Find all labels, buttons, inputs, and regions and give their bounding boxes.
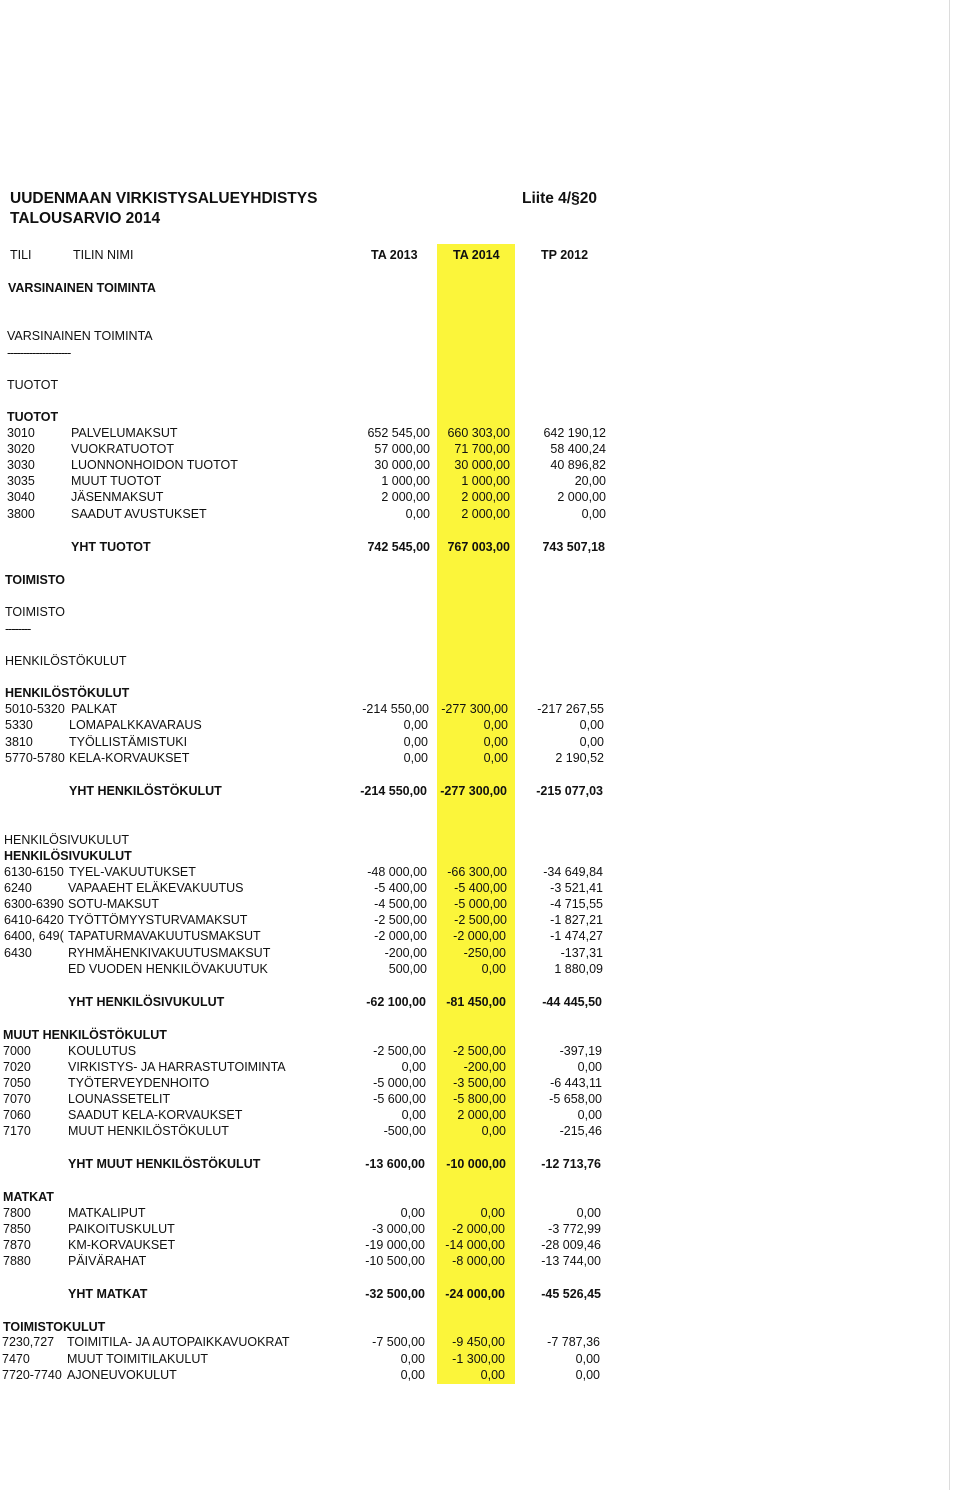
ta2013-cell: -4 500,00	[374, 897, 427, 911]
account-cell: 6300-6390	[4, 897, 64, 911]
account-cell: 7470	[2, 1352, 30, 1366]
tp2012-cell: -6 443,11	[550, 1076, 602, 1090]
ta2014-cell: -200,00	[463, 1060, 506, 1074]
account-cell: 6410-6420	[4, 913, 64, 927]
account-cell: 3810	[5, 735, 33, 749]
account-cell: 6240	[4, 881, 32, 895]
tp2012-cell: 0,00	[577, 1108, 602, 1122]
ta2014-cell: -8 000,00	[452, 1254, 505, 1268]
name-cell: KELA-KORVAUKSET	[69, 751, 190, 765]
ta2013-cell: 652 545,00	[367, 426, 430, 440]
col-account: TILI	[10, 248, 32, 262]
name-cell: LOMAPALKKAVARAUS	[69, 718, 202, 732]
ta2014-cell: 0,00	[480, 1368, 505, 1382]
ta2014-cell: 0,00	[483, 735, 508, 749]
ta2013-cell: 0,00	[403, 751, 428, 765]
tp2012-cell: 58 400,24	[550, 442, 606, 456]
tp2012-cell: 40 896,82	[550, 458, 606, 472]
ta2014-cell: -250,00	[463, 946, 506, 960]
col-tp2012: TP 2012	[541, 248, 589, 262]
account-cell: 6430	[4, 946, 32, 960]
ta2014-cell: -81 450,00	[446, 995, 506, 1009]
account-cell: 5770-5780	[5, 751, 65, 765]
ta2014-cell: -2 500,00	[454, 913, 507, 927]
tp2012-cell: 0,00	[579, 718, 604, 732]
name-cell: ED VUODEN HENKILÖVAKUUTUK	[68, 962, 268, 976]
heading: HENKILÖSIVUKULUT	[4, 849, 132, 863]
account-cell: 5330	[5, 718, 33, 732]
name-cell: PAIKOITUSKULUT	[68, 1222, 175, 1236]
account-cell: 7060	[3, 1108, 31, 1122]
name-cell: AJONEUVOKULUT	[67, 1368, 177, 1382]
ta2014-cell: -14 000,00	[445, 1238, 505, 1252]
tp2012-cell: -13 744,00	[541, 1254, 601, 1268]
name-cell: TYÖTTÖMYYSTURVAMAKSUT	[68, 913, 248, 927]
ta2013-cell: 57 000,00	[374, 442, 430, 456]
ta2013-cell: -10 500,00	[365, 1254, 425, 1268]
ta2014-cell: -10 000,00	[446, 1157, 506, 1171]
tp2012-cell: 0,00	[579, 735, 604, 749]
name-cell: TOIMITILA- JA AUTOPAIKKAVUOKRAT	[67, 1335, 290, 1349]
ta2013-cell: -5 600,00	[373, 1092, 426, 1106]
ta2013-cell: 0,00	[400, 1352, 425, 1366]
ta2013-cell: 1 000,00	[381, 474, 430, 488]
tp2012-cell: 20,00	[574, 474, 606, 488]
ta2014-cell: 0,00	[481, 1124, 506, 1138]
ta2014-cell: 2 000,00	[461, 507, 510, 521]
name-cell: MATKALIPUT	[68, 1206, 146, 1220]
tp2012-cell: -5 658,00	[549, 1092, 602, 1106]
account-cell: 3030	[7, 458, 35, 472]
ta2014-cell: -5 000,00	[454, 897, 507, 911]
ta2013-cell: -214 550,00	[360, 784, 427, 798]
tp2012-cell: -3 772,99	[548, 1222, 601, 1236]
account-cell: 6400, 649(	[4, 929, 64, 943]
tp2012-cell: 2 190,52	[555, 751, 604, 765]
ta2014-cell: -277 300,00	[440, 784, 507, 798]
ta2014-cell: 1 000,00	[461, 474, 510, 488]
tp2012-cell: 2 000,00	[557, 490, 606, 504]
heading-rule: --------------------	[7, 346, 71, 360]
heading: MATKAT	[3, 1190, 54, 1204]
heading: TUOTOT	[7, 378, 59, 392]
tp2012-cell: 0,00	[575, 1368, 600, 1382]
account-cell: 7720-7740	[2, 1368, 62, 1382]
col-name: TILIN NIMI	[73, 248, 134, 262]
heading-rule: --------	[5, 622, 31, 636]
heading: TUOTOT	[7, 410, 59, 424]
ta2014-cell: 0,00	[483, 751, 508, 765]
name-cell: TAPATURMAVAKUUTUSMAKSUT	[68, 929, 261, 943]
account-cell: 6130-6150	[4, 865, 64, 879]
heading: TOIMISTOKULUT	[3, 1320, 106, 1334]
tp2012-cell: -215,46	[559, 1124, 602, 1138]
name-cell: JÄSENMAKSUT	[71, 490, 164, 504]
ta2014-cell: -5 400,00	[454, 881, 507, 895]
ta2013-cell: -2 500,00	[373, 1044, 426, 1058]
name-cell: VAPAAEHT ELÄKEVAKUUTUS	[68, 881, 244, 895]
name-cell: VIRKISTYS- JA HARRASTUTOIMINTA	[68, 1060, 286, 1074]
tp2012-cell: -215 077,03	[536, 784, 603, 798]
document-title: TALOUSARVIO 2014	[10, 210, 161, 227]
account-cell: 7050	[3, 1076, 31, 1090]
name-cell: VUOKRATUOTOT	[71, 442, 175, 456]
name-cell: TYEL-VAKUUTUKSET	[69, 865, 196, 879]
tp2012-cell: 0,00	[577, 1060, 602, 1074]
tp2012-cell: -137,31	[560, 946, 603, 960]
name-cell: YHT HENKILÖSIVUKULUT	[68, 995, 225, 1009]
name-cell: PALVELUMAKSUT	[71, 426, 178, 440]
account-cell: 7020	[3, 1060, 31, 1074]
account-cell: 7850	[3, 1222, 31, 1236]
ta2013-cell: -48 000,00	[367, 865, 427, 879]
ta2013-cell: 0,00	[405, 507, 430, 521]
ta2013-cell: -214 550,00	[362, 702, 429, 716]
ta2013-cell: -5 400,00	[374, 881, 427, 895]
ta2013-cell: -5 000,00	[373, 1076, 426, 1090]
tp2012-cell: 743 507,18	[542, 540, 605, 554]
col-ta2014: TA 2014	[453, 248, 500, 262]
account-cell: 7800	[3, 1206, 31, 1220]
tp2012-cell: -4 715,55	[550, 897, 603, 911]
org-name: UUDENMAAN VIRKISTYSALUEYHDISTYS	[10, 190, 318, 207]
account-cell: 7070	[3, 1092, 31, 1106]
name-cell: YHT HENKILÖSTÖKULUT	[69, 784, 222, 798]
account-cell: 3010	[7, 426, 35, 440]
account-cell: 7170	[3, 1124, 31, 1138]
ta2014-cell: 0,00	[480, 1206, 505, 1220]
tp2012-cell: -3 521,41	[550, 881, 603, 895]
ta2013-cell: 0,00	[400, 1368, 425, 1382]
tp2012-cell: -45 526,45	[541, 1287, 601, 1301]
ta2013-cell: 0,00	[400, 1206, 425, 1220]
heading: TOIMISTO	[5, 605, 65, 619]
ta2013-cell: -500,00	[383, 1124, 426, 1138]
ta2013-cell: -32 500,00	[365, 1287, 425, 1301]
account-cell: 3040	[7, 490, 35, 504]
tp2012-cell: -12 713,76	[541, 1157, 601, 1171]
name-cell: MUUT TOIMITILAKULUT	[67, 1352, 208, 1366]
name-cell: YHT MATKAT	[68, 1287, 148, 1301]
ta2013-cell: -2 000,00	[374, 929, 427, 943]
name-cell: SAADUT AVUSTUKSET	[71, 507, 207, 521]
attachment-label: Liite 4/§20	[522, 190, 597, 207]
ta2013-cell: 500,00	[388, 962, 427, 976]
name-cell: TYÖTERVEYDENHOITO	[68, 1076, 210, 1090]
name-cell: LUONNONHOIDON TUOTOT	[71, 458, 238, 472]
name-cell: RYHMÄHENKIVAKUUTUSMAKSUT	[68, 946, 271, 960]
ta2013-cell: -62 100,00	[366, 995, 426, 1009]
ta2013-cell: -7 500,00	[372, 1335, 425, 1349]
name-cell: SAADUT KELA-KORVAUKSET	[68, 1108, 243, 1122]
ta2013-cell: 2 000,00	[381, 490, 430, 504]
ta2014-cell: -1 300,00	[452, 1352, 505, 1366]
ta2014-cell: 767 003,00	[447, 540, 510, 554]
account-cell: 7880	[3, 1254, 31, 1268]
ta2014-cell: -66 300,00	[447, 865, 507, 879]
ta2014-cell: -277 300,00	[441, 702, 508, 716]
account-cell: 3020	[7, 442, 35, 456]
ta2013-cell: 0,00	[403, 718, 428, 732]
heading: HENKILÖSTÖKULUT	[5, 654, 127, 668]
account-cell: 5010-5320	[5, 702, 65, 716]
name-cell: MUUT HENKILÖSTÖKULUT	[68, 1124, 229, 1138]
name-cell: LOUNASSETELIT	[68, 1092, 171, 1106]
ta2014-cell: 71 700,00	[454, 442, 510, 456]
ta2013-cell: 0,00	[401, 1060, 426, 1074]
account-cell: 3035	[7, 474, 35, 488]
name-cell: YHT TUOTOT	[71, 540, 151, 554]
heading: VARSINAINEN TOIMINTA	[8, 281, 156, 295]
tp2012-cell: -217 267,55	[537, 702, 604, 716]
tp2012-cell: -34 649,84	[543, 865, 603, 879]
tp2012-cell: -397,19	[559, 1044, 602, 1058]
ta2013-cell: 0,00	[401, 1108, 426, 1122]
name-cell: PÄIVÄRAHAT	[68, 1254, 147, 1268]
heading: VARSINAINEN TOIMINTA	[7, 329, 153, 343]
name-cell: SOTU-MAKSUT	[68, 897, 159, 911]
ta2014-cell: 0,00	[481, 962, 506, 976]
heading: MUUT HENKILÖSTÖKULUT	[3, 1028, 167, 1042]
name-cell: PALKAT	[71, 702, 118, 716]
ta2014-cell: -3 500,00	[453, 1076, 506, 1090]
ta2013-cell: -3 000,00	[372, 1222, 425, 1236]
ta2014-cell: -9 450,00	[452, 1335, 505, 1349]
ta2013-cell: 0,00	[403, 735, 428, 749]
ta2013-cell: -2 500,00	[374, 913, 427, 927]
tp2012-cell: 0,00	[575, 1352, 600, 1366]
ta2014-cell: 2 000,00	[457, 1108, 506, 1122]
ta2014-cell: -2 500,00	[453, 1044, 506, 1058]
ta2013-cell: -13 600,00	[365, 1157, 425, 1171]
ta2014-cell: -2 000,00	[452, 1222, 505, 1236]
col-ta2013: TA 2013	[371, 248, 418, 262]
ta2014-cell: -5 800,00	[453, 1092, 506, 1106]
page-edge	[949, 0, 950, 1490]
tp2012-cell: 1 880,09	[554, 962, 603, 976]
ta2014-cell: 30 000,00	[454, 458, 510, 472]
tp2012-cell: -1 474,27	[550, 929, 603, 943]
ta2014-cell: -2 000,00	[453, 929, 506, 943]
ta2013-cell: 742 545,00	[367, 540, 430, 554]
account-cell: 7000	[3, 1044, 31, 1058]
ta2014-cell: 660 303,00	[447, 426, 510, 440]
tp2012-cell: -7 787,36	[547, 1335, 600, 1349]
name-cell: KOULUTUS	[68, 1044, 137, 1058]
heading: HENKILÖSIVUKULUT	[4, 833, 130, 847]
tp2012-cell: -1 827,21	[550, 913, 603, 927]
account-cell: 7870	[3, 1238, 31, 1252]
ta2013-cell: -200,00	[384, 946, 427, 960]
ta2013-cell: -19 000,00	[365, 1238, 425, 1252]
name-cell: KM-KORVAUKSET	[68, 1238, 176, 1252]
tp2012-cell: 642 190,12	[543, 426, 606, 440]
tp2012-cell: 0,00	[581, 507, 606, 521]
ta2014-cell: 2 000,00	[461, 490, 510, 504]
name-cell: MUUT TUOTOT	[71, 474, 162, 488]
ta2013-cell: 30 000,00	[374, 458, 430, 472]
account-cell: 7230,727	[2, 1335, 55, 1349]
name-cell: TYÖLLISTÄMISTUKI	[69, 735, 188, 749]
name-cell: YHT MUUT HENKILÖSTÖKULUT	[68, 1157, 261, 1171]
ta2014-cell: 0,00	[483, 718, 508, 732]
tp2012-cell: 0,00	[576, 1206, 601, 1220]
tp2012-cell: -28 009,46	[541, 1238, 601, 1252]
heading: HENKILÖSTÖKULUT	[5, 686, 130, 700]
tp2012-cell: -44 445,50	[542, 995, 602, 1009]
heading: TOIMISTO	[5, 573, 65, 587]
ta2014-cell: -24 000,00	[445, 1287, 505, 1301]
account-cell: 3800	[7, 507, 35, 521]
